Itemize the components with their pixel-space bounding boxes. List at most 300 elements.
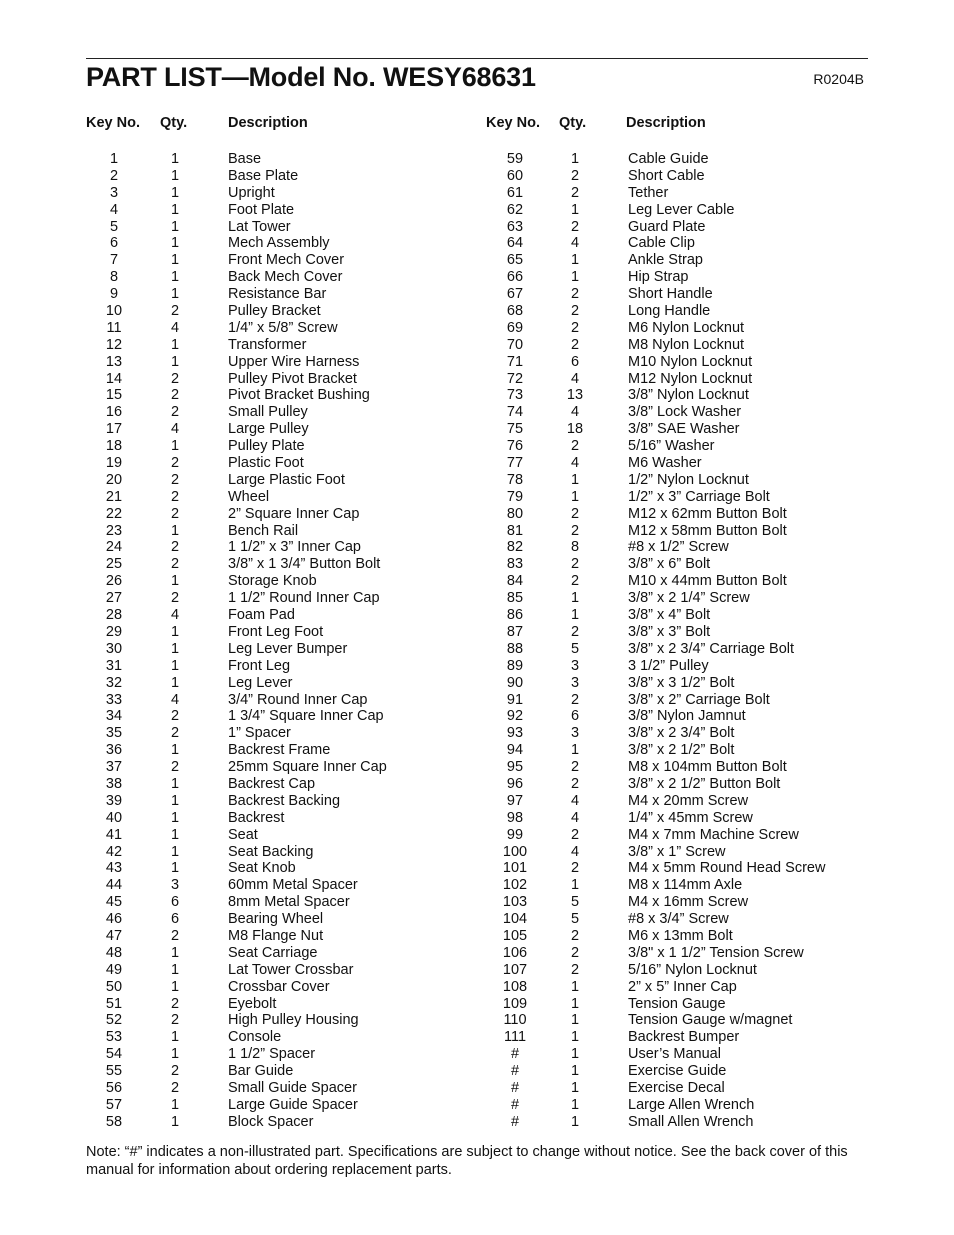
quantity: 1 (170, 978, 180, 995)
key-number: 6 (109, 235, 119, 252)
part-description: M10 x 44mm Button Bolt (628, 573, 787, 590)
key-number: 69 (506, 319, 524, 336)
key-number: 98 (506, 809, 524, 826)
key-number: 80 (506, 505, 524, 522)
part-row (486, 1029, 886, 1046)
key-number: 104 (502, 911, 528, 928)
quantity: 6 (170, 911, 180, 928)
part-description: M6 Nylon Locknut (628, 319, 745, 336)
key-number: 4 (109, 201, 119, 218)
key-number: 72 (506, 370, 524, 387)
key-number: 83 (506, 556, 524, 573)
part-description: 3/8” x 2 3/4” Bolt (628, 725, 735, 742)
part-row (86, 556, 486, 573)
part-description: M8 Nylon Locknut (628, 336, 745, 353)
part-row (86, 708, 486, 725)
part-row (486, 776, 886, 793)
part-row (486, 1080, 886, 1097)
document-code: R0204B (813, 71, 864, 87)
part-row (486, 168, 886, 185)
key-number: 56 (105, 1079, 123, 1096)
key-number: # (510, 1063, 520, 1080)
quantity: 18 (566, 421, 584, 438)
key-number: 107 (502, 961, 528, 978)
quantity: 2 (570, 438, 580, 455)
part-row (86, 438, 486, 455)
part-row (486, 725, 886, 742)
part-description: Backrest Cap (228, 775, 316, 792)
part-description: Pulley Pivot Bracket (228, 370, 357, 387)
quantity: 1 (570, 978, 580, 995)
part-description: Transformer (228, 336, 307, 353)
part-description: 1” Spacer (228, 725, 291, 742)
key-number: 11 (106, 319, 122, 336)
key-number: 71 (506, 353, 524, 370)
part-description: 3/8” x 3 1/2” Bolt (628, 674, 735, 691)
part-row (86, 168, 486, 185)
quantity: 5 (570, 911, 580, 928)
part-description: M8 x 114mm Axle (628, 877, 743, 894)
part-description: Front Leg (228, 657, 291, 674)
key-number: 28 (105, 607, 123, 624)
quantity: 2 (170, 927, 180, 944)
quantity: 2 (170, 370, 180, 387)
part-description: 3/8" x 1 1/2” Tension Screw (628, 944, 804, 961)
quantity: 2 (170, 387, 180, 404)
quantity: 1 (170, 353, 180, 370)
key-number: 18 (105, 438, 123, 455)
part-row (86, 692, 486, 709)
part-row (486, 1046, 886, 1063)
part-description: 3/8” x 3” Bolt (628, 623, 711, 640)
part-row (86, 573, 486, 590)
quantity: 2 (170, 539, 180, 556)
key-number: 70 (506, 336, 524, 353)
part-description: Mech Assembly (228, 235, 330, 252)
key-number: 22 (105, 505, 123, 522)
key-no-header: Key No. (486, 115, 540, 131)
part-description: 1 1/2” Spacer (228, 1046, 316, 1063)
quantity: 2 (570, 927, 580, 944)
part-row (486, 320, 886, 337)
part-row (86, 506, 486, 523)
key-number: 94 (506, 742, 524, 759)
part-row (486, 219, 886, 236)
part-description: Hip Strap (628, 269, 689, 286)
part-row (486, 472, 886, 489)
part-description: 3/8” x 2 3/4” Carriage Bolt (628, 640, 795, 657)
top-rule (86, 58, 868, 59)
quantity: 1 (570, 1079, 580, 1096)
part-row (86, 337, 486, 354)
part-description: Guard Plate (628, 218, 706, 235)
quantity: 1 (170, 522, 180, 539)
key-number: 85 (506, 590, 524, 607)
part-row (486, 894, 886, 911)
key-number: 15 (105, 387, 123, 404)
part-description: 1 3/4” Square Inner Cap (228, 708, 384, 725)
part-row (486, 337, 886, 354)
part-row (86, 371, 486, 388)
part-row (486, 827, 886, 844)
part-row (86, 928, 486, 945)
part-row (86, 303, 486, 320)
quantity: 1 (570, 269, 580, 286)
part-row (486, 489, 886, 506)
part-description: Plastic Foot (228, 455, 304, 472)
key-number: 93 (506, 725, 524, 742)
quantity: 1 (170, 860, 180, 877)
part-row (86, 421, 486, 438)
parts-list-right (486, 151, 886, 1131)
part-description: 5/16” Washer (628, 438, 715, 455)
qty-header: Qty. (160, 115, 188, 131)
part-row (486, 793, 886, 810)
part-description: 1/2” x 3” Carriage Bolt (628, 488, 770, 505)
part-row (486, 945, 886, 962)
key-number: 52 (105, 1012, 123, 1029)
part-description: 3/8” x 6” Bolt (628, 556, 711, 573)
part-description: Foot Plate (228, 201, 295, 218)
quantity: 1 (570, 742, 580, 759)
key-number: 16 (105, 404, 123, 421)
key-number: 9 (109, 286, 119, 303)
key-number: 60 (506, 167, 524, 184)
quantity: 2 (570, 218, 580, 235)
part-description: Wheel (228, 488, 270, 505)
page-title: PART LIST—Model No. WESY68631 (86, 62, 536, 92)
part-description: 3/8” Lock Washer (628, 404, 742, 421)
part-description: 3/4” Round Inner Cap (228, 691, 368, 708)
quantity: 3 (570, 657, 580, 674)
part-row (86, 894, 486, 911)
key-number: # (510, 1096, 520, 1113)
key-number: 21 (105, 488, 123, 505)
part-row (86, 1114, 486, 1131)
part-description: 3/8” x 2 1/2” Button Bolt (628, 775, 781, 792)
part-description: 3/8” x 1” Screw (628, 843, 726, 860)
part-description: Bar Guide (228, 1063, 294, 1080)
part-row (486, 506, 886, 523)
key-number: 3 (109, 184, 119, 201)
parts-list-left (86, 151, 486, 1131)
part-row (486, 607, 886, 624)
part-row (486, 573, 886, 590)
key-number: 54 (105, 1046, 123, 1063)
part-description: Base Plate (228, 167, 299, 184)
part-row (486, 252, 886, 269)
part-description: Leg Lever Bumper (228, 640, 348, 657)
key-number: 65 (506, 252, 524, 269)
quantity: 1 (570, 877, 580, 894)
footnote: Note: “#” indicates a non-illustrated part. Specifications are subject to change without notice. See the back cover of this manual for information about ordering replacement parts. (86, 1144, 848, 1178)
quantity: 2 (170, 590, 180, 607)
key-number: 36 (105, 742, 123, 759)
part-row (486, 911, 886, 928)
key-number: 1 (109, 151, 119, 167)
key-number: 58 (105, 1113, 123, 1130)
quantity: 2 (170, 505, 180, 522)
key-number: 31 (105, 657, 123, 674)
key-number: 91 (506, 691, 524, 708)
part-description: 8mm Metal Spacer (228, 894, 350, 911)
part-description: Foam Pad (228, 607, 295, 624)
quantity: 4 (570, 370, 580, 387)
part-row (486, 810, 886, 827)
part-description: Large Pulley (228, 421, 309, 438)
part-row (486, 1012, 886, 1029)
key-number: 81 (506, 522, 524, 539)
quantity: 1 (170, 151, 180, 167)
key-number: 38 (105, 775, 123, 792)
part-row (486, 860, 886, 877)
part-row (86, 641, 486, 658)
quantity: 4 (570, 455, 580, 472)
part-row (486, 590, 886, 607)
key-number: 78 (506, 471, 524, 488)
key-number: 84 (506, 573, 524, 590)
part-description: M10 Nylon Locknut (628, 353, 753, 370)
key-number: 44 (105, 877, 123, 894)
key-number: 92 (506, 708, 524, 725)
quantity: 2 (570, 336, 580, 353)
part-row (486, 354, 886, 371)
part-description: 1/4” x 5/8” Screw (228, 319, 338, 336)
part-row (486, 624, 886, 641)
quantity: 4 (570, 404, 580, 421)
quantity: 1 (170, 826, 180, 843)
quantity: 2 (170, 1079, 180, 1096)
part-description: Short Handle (628, 286, 713, 303)
part-row (86, 472, 486, 489)
key-number: 68 (506, 303, 524, 320)
quantity: 2 (570, 556, 580, 573)
part-description: 3/8” x 2 1/4” Screw (628, 590, 750, 607)
part-row (86, 607, 486, 624)
part-row (86, 354, 486, 371)
part-description: Cable Guide (628, 151, 709, 167)
key-number: 74 (506, 404, 524, 421)
quantity: 3 (170, 877, 180, 894)
part-description: Back Mech Cover (228, 269, 343, 286)
quantity: 2 (170, 303, 180, 320)
key-number: 53 (105, 1029, 123, 1046)
part-row (86, 185, 486, 202)
part-row (86, 996, 486, 1013)
quantity: 2 (570, 522, 580, 539)
part-row (86, 827, 486, 844)
part-description: M12 x 62mm Button Bolt (628, 505, 787, 522)
key-number: 76 (506, 438, 524, 455)
key-number: 24 (105, 539, 123, 556)
key-number: 106 (502, 944, 528, 961)
part-description: Exercise Decal (628, 1079, 725, 1096)
part-row (486, 979, 886, 996)
quantity: 1 (170, 1113, 180, 1130)
part-row (86, 962, 486, 979)
part-description: M6 Washer (628, 455, 702, 472)
quantity: 2 (570, 691, 580, 708)
part-row (486, 455, 886, 472)
key-number: 43 (105, 860, 123, 877)
quantity: 2 (570, 505, 580, 522)
part-description: M4 x 20mm Screw (628, 792, 749, 809)
part-description: Seat Backing (228, 843, 314, 860)
part-description: Front Mech Cover (228, 252, 345, 269)
part-description: M4 x 16mm Screw (628, 894, 749, 911)
part-description: Block Spacer (228, 1113, 314, 1130)
part-row (86, 860, 486, 877)
part-row (486, 1097, 886, 1114)
part-row (486, 286, 886, 303)
part-row (486, 1063, 886, 1080)
quantity: 2 (170, 404, 180, 421)
part-description: Backrest (228, 809, 285, 826)
part-row (86, 1046, 486, 1063)
part-description: Pivot Bracket Bushing (228, 387, 370, 404)
quantity: 1 (170, 218, 180, 235)
quantity: 1 (170, 167, 180, 184)
quantity: 1 (570, 1063, 580, 1080)
part-description: Small Allen Wrench (628, 1113, 754, 1130)
key-number: 57 (105, 1096, 123, 1113)
part-row (486, 185, 886, 202)
key-number: 41 (105, 826, 123, 843)
key-number: 110 (503, 1012, 527, 1029)
quantity: 6 (570, 353, 580, 370)
part-description: 60mm Metal Spacer (228, 877, 358, 894)
part-description: 1/2” Nylon Locknut (628, 471, 749, 488)
part-row (86, 675, 486, 692)
qty-header: Qty. (559, 115, 587, 131)
quantity: 5 (570, 894, 580, 911)
part-description: 1 1/2” x 3” Inner Cap (228, 539, 361, 556)
part-description: M12 x 58mm Button Bolt (628, 522, 787, 539)
part-row (486, 708, 886, 725)
part-row (486, 641, 886, 658)
part-row (486, 556, 886, 573)
key-number: 95 (506, 759, 524, 776)
part-description: 3/8” x 4” Bolt (628, 607, 711, 624)
part-row (486, 996, 886, 1013)
key-number: 109 (502, 995, 528, 1012)
quantity: 1 (170, 1029, 180, 1046)
key-number: 47 (105, 927, 123, 944)
key-number: 64 (506, 235, 524, 252)
key-number: 102 (502, 877, 528, 894)
quantity: 1 (170, 792, 180, 809)
quantity: 2 (170, 556, 180, 573)
key-number: 75 (506, 421, 524, 438)
key-number: 49 (105, 961, 123, 978)
part-description: Base (228, 151, 262, 167)
part-description: Front Leg Foot (228, 623, 324, 640)
key-number: 12 (105, 336, 123, 353)
part-row (86, 320, 486, 337)
key-number: 35 (105, 725, 123, 742)
part-description: Eyebolt (228, 995, 277, 1012)
key-number: # (510, 1046, 520, 1063)
key-number: # (510, 1079, 520, 1096)
quantity: 1 (570, 471, 580, 488)
quantity: 1 (170, 742, 180, 759)
quantity: 1 (570, 1012, 580, 1029)
part-description: Backrest Frame (228, 742, 331, 759)
key-number: 82 (506, 539, 524, 556)
part-row (86, 1063, 486, 1080)
quantity: 1 (170, 843, 180, 860)
quantity: 2 (570, 286, 580, 303)
part-row (486, 1114, 886, 1131)
key-number: 46 (105, 911, 123, 928)
quantity: 3 (570, 674, 580, 691)
part-row (486, 387, 886, 404)
key-number: 27 (105, 590, 123, 607)
part-description: User’s Manual (628, 1046, 721, 1063)
quantity: 1 (170, 336, 180, 353)
part-description: Large Guide Spacer (228, 1096, 358, 1113)
quantity: 2 (170, 1012, 180, 1029)
key-number: 89 (506, 657, 524, 674)
part-row (86, 590, 486, 607)
quantity: 2 (570, 775, 580, 792)
part-description: Tension Gauge (628, 995, 726, 1012)
part-row (486, 539, 886, 556)
quantity: 1 (570, 1096, 580, 1113)
quantity: 2 (570, 944, 580, 961)
part-row (86, 759, 486, 776)
column-header-row (486, 114, 886, 132)
part-row (86, 810, 486, 827)
part-description: 3/8” x 1 3/4” Button Bolt (228, 556, 381, 573)
quantity: 1 (170, 674, 180, 691)
key-number: 40 (105, 809, 123, 826)
part-row (486, 928, 886, 945)
key-number: 39 (105, 792, 123, 809)
key-number: 87 (506, 623, 524, 640)
key-number: 50 (105, 978, 123, 995)
quantity: 2 (170, 455, 180, 472)
quantity: 2 (570, 759, 580, 776)
part-description: Leg Lever Cable (628, 201, 735, 218)
part-description: M4 x 7mm Machine Screw (628, 826, 799, 843)
key-number: 99 (506, 826, 524, 843)
quantity: 4 (570, 792, 580, 809)
part-description: #8 x 3/4” Screw (628, 911, 729, 928)
key-number: 33 (105, 691, 123, 708)
quantity: 1 (570, 201, 580, 218)
quantity: 1 (570, 1029, 580, 1046)
key-number: 37 (105, 759, 123, 776)
quantity: 1 (570, 1046, 580, 1063)
part-description: Bearing Wheel (228, 911, 324, 928)
part-description: Pulley Plate (228, 438, 305, 455)
part-description: High Pulley Housing (228, 1012, 359, 1029)
part-description: 3/8” x 2” Carriage Bolt (628, 691, 770, 708)
part-description: 2” x 5” Inner Cap (628, 978, 737, 995)
key-number: 5 (109, 218, 119, 235)
quantity: 1 (570, 252, 580, 269)
part-description: 1/4” x 45mm Screw (628, 809, 753, 826)
quantity: 2 (170, 488, 180, 505)
key-number: 10 (105, 303, 123, 320)
part-description: Seat (228, 826, 258, 843)
quantity: 1 (170, 573, 180, 590)
part-description: Small Guide Spacer (228, 1079, 357, 1096)
part-description: Short Cable (628, 167, 705, 184)
key-number: 23 (105, 522, 123, 539)
key-number: 103 (502, 894, 528, 911)
